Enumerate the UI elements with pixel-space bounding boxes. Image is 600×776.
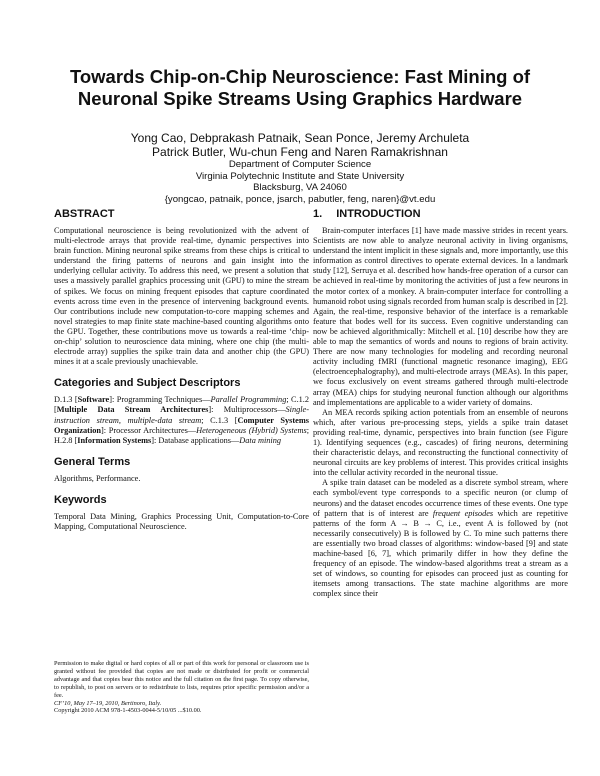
section-title: INTRODUCTION	[336, 208, 421, 220]
paper-title: Towards Chip-on-Chip Neuroscience: Fast Mining of Neuronal Spike Streams Using Graphics Hardware	[69, 66, 531, 109]
author-block	[60, 131, 540, 205]
abstract-heading: ABSTRACT	[54, 208, 115, 220]
author-list-line-2: Patrick Butler, Wu-chun Feng and Naren Ramakrishnan	[152, 145, 448, 159]
intro-paragraph-1: Brain-computer interfaces [1] have made massive strides in recent years. Scientists are now able to analyze neuronal activity in living organisms, understand the intent implicit in these signals and, more importantly, use this information as control directives to operate external devices. In a landmark study [12], Serruya et al. described how hands-free operation of a cursor can be achieved in real-time by monitoring the activities of just a few neurons in the motor cortex of a monkey. A brain-computer interface for controlling a humanoid robot using signals recorded from human scalp is described in [2]. Again, the real-time, responsive behavior of the interface is a remarkable feature that bodes well for its success. Even cognitive understanding can now be achieved algorithmically: Mitchell et al. [10] describe how they are able to map the semantics of words and nouns to regions of brain activity. There are now many technologies for modeling and recording neuronal activity including fMRI (functional magnetic resonance imaging), EEG (electroencephalography), and multi-electrode arrays (MEAs). In this paper, we focus exclusively on event streams gathered through multi-electrode array (MEA) chips for studying neuronal function although our algorithms and implementations are applicable to a wider variety of domains.	[313, 226, 568, 407]
copyright-line: Copyright 2010 ACM 978-1-4503-0044-5/10/05 ...$10.00.	[54, 707, 202, 715]
intro-paragraph-3: A spike train dataset can be modeled as a discrete symbol stream, where each symbol/event type corresponds to a specific neuron (or clump of neurons) and the dataset encodes occurrence times of these events. One type of pattern that is of interest are frequent episodes which are repetitive patterns of the form A → B → C, i.e., event A is followed by (not necessarily consecutively) B is followed by C. To mine such patterns there are essentially two broad classes of algorithms: window-based [9] and state machine-based [6, 7], which primarily differ in how they define the frequency of an episode. The window-based algorithms treat a stream as a set of windows, so counting for episodes can proceed just as counting for itemsets among transactions. The state machine algorithms are more complex since their	[313, 478, 568, 599]
conference-info: CF’10, May 17–19, 2010, Bertinoro, Italy.	[54, 699, 162, 707]
categories-text: D.1.3 [Software]: Programming Techniques—Parallel Programming; C.1.2 [Multiple Data Stream Architectures]: Multiprocessors—Single-instruction stream, multiple-data stream; C.1.3 [Computer Systems Organization]: Processor Architectures—Heterogeneous (Hybrid) Systems; H.2.8 [Information Systems]: Database applications—Data mining	[54, 395, 309, 445]
introduction-heading	[313, 207, 568, 221]
section-number: 1.	[313, 208, 323, 220]
permission-notice	[54, 660, 309, 715]
city: Blacksburg, VA 24060	[253, 182, 347, 194]
abstract-text: Computational neuroscience is being revolutionized with the advent of multi-electrode arrays that provide real-time, dynamic perspectives into brain function. Mining neuronal spike streams from these chips is critical to understand the firing patterns of neurons and gain insight into the underlying cellular activity. To address this need, we present a solution that uses a massively parallel graphics processing unit (GPU) to mine the stream of spikes. We focus on mining frequent episodes that capture coordinated events across time even in the presence of intervening background events. Our contributions include new computation-to-core mapping schemes and novel strategies to map finite state machine-based counting algorithms onto the GPU. Together, these contributions move us towards a real-time ‘chip-on-chip’ solution to neuroscience data mining, where one chip (the multi-electrode array) supplies the spike train data and another chip (the GPU) mines it at a scale previously unachievable.	[54, 226, 309, 367]
categories-heading: Categories and Subject Descriptors	[54, 377, 241, 390]
right-column	[313, 207, 568, 767]
keywords-text: Temporal Data Mining, Graphics Processing Unit, Computation-to-Core Mapping, Computational Neuroscience.	[54, 511, 309, 531]
department: Department of Computer Science	[228, 159, 372, 170]
author-emails: {yongcao, patnaik, ponce, jsarch, pabutler, feng, naren}@vt.edu	[164, 193, 436, 205]
author-list-line-1: Yong Cao, Debprakash Patnaik, Sean Ponce, Jeremy Archuleta	[130, 131, 470, 145]
institution: Virginia Polytechnic Institute and State University	[195, 170, 405, 182]
permission-text: Permission to make digital or hard copies of all or part of this work for personal or classroom use is granted without fee provided that copies are not made or distributed for profit or commercial advantage and that copies bear this notice and the full citation on the first page. To copy otherwise, to republish, to post on servers or to redistribute to lists, requires prior specific permission and/or a fee.	[54, 660, 309, 699]
general-terms-heading: General Terms	[54, 455, 131, 468]
keywords-heading: Keywords	[54, 493, 107, 506]
intro-paragraph-2: An MEA records spiking action potentials from an ensemble of neurons which, after various pre-processing steps, yields a spike train dataset providing real-time, dynamic, perspectives into brain function (see Figure 1). Identifying sequences (e.g., cascades) of firing neurons, determining their characteristic delays, and reconstructing the functional connectivity of neuronal circuits are key problems of interest. This provides critical insights into the cellular activity recorded in the neuronal tissue.	[313, 407, 568, 478]
general-terms-text: Algorithms, Performance.	[54, 473, 141, 483]
